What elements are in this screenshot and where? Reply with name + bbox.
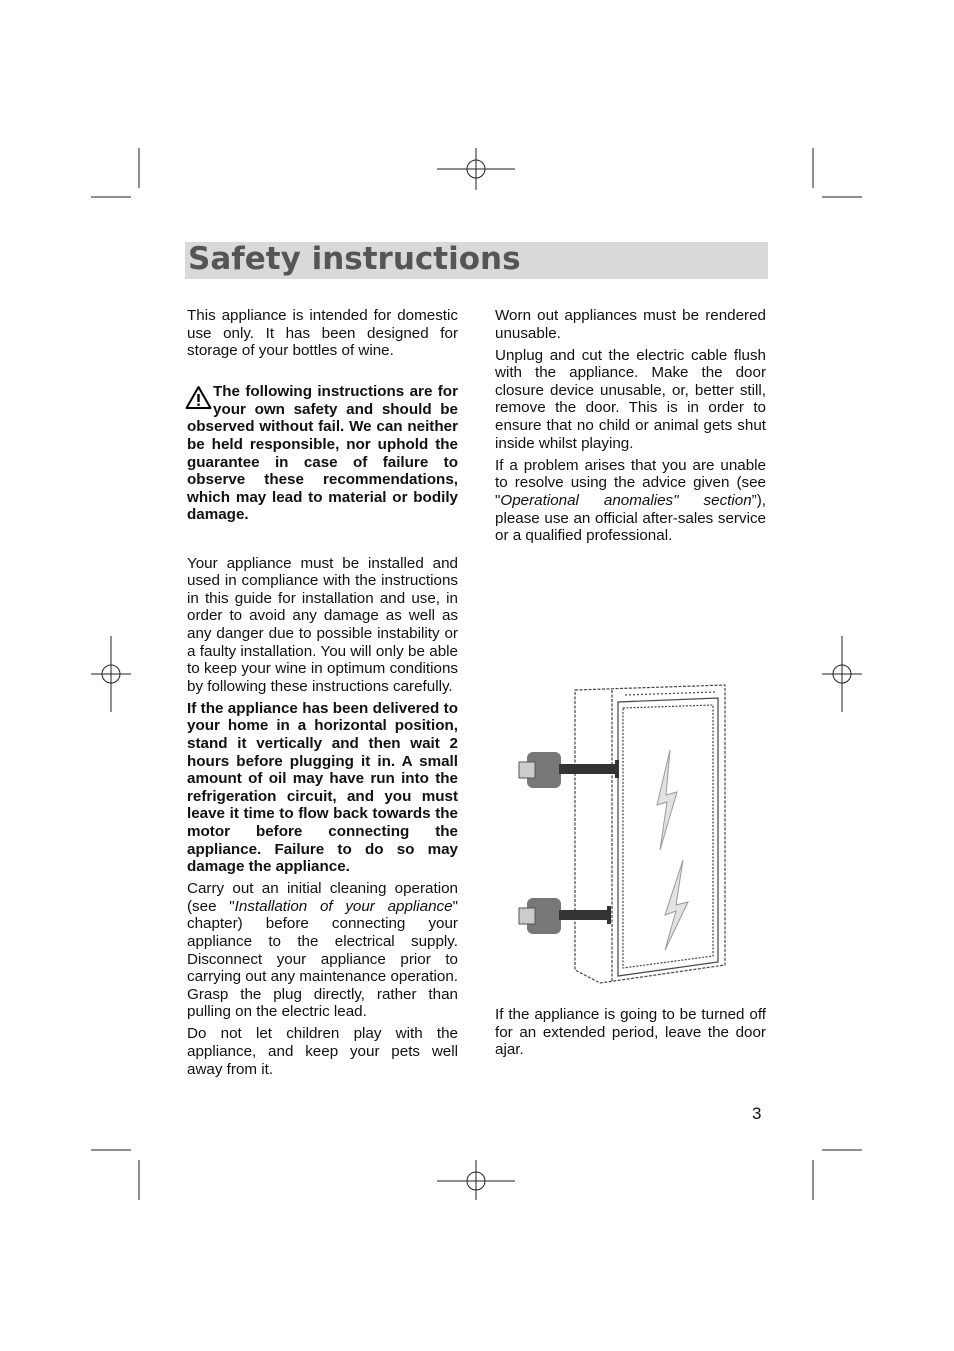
cleaning-text-start: Carry out an initial cleaning operation (see " — [187, 880, 458, 915]
lower-hinge — [519, 898, 611, 934]
problem-text-start: If a problem arises that you are unable to resolve using the advice given (see " — [495, 456, 766, 509]
cleaning-paragraph — [187, 880, 458, 1021]
problem-paragraph — [495, 457, 766, 545]
title-bar — [185, 242, 768, 279]
horizontal-paragraph: If the appliance has been delivered to your home in a horizontal position, stand it vertically and then wait 2 hours before plugging it in. A small amount of oil may have run into the refrigeration circuit, and you must leave it time to flow back towards the motor before connecting the appliance. Failure to do so may damage the appliance. — [187, 699, 458, 876]
cleaning-reference: Installation of your appliance — [234, 897, 453, 915]
worn-paragraph: Worn out appliances must be rendered unusable. — [495, 307, 766, 342]
page-number: 3 — [752, 1104, 762, 1123]
problem-text-end: ”), please use an official after-sales service or a qualified professional. — [495, 491, 766, 545]
door-ajar-paragraph: If the appliance is going to be turned off for an extended period, leave the door ajar. — [495, 1006, 766, 1059]
children-paragraph: Do not let children play with the appliance, and keep your pets well away from it. — [187, 1025, 458, 1078]
warning-triangle-icon — [185, 385, 212, 410]
page-title: Safety instructions — [188, 241, 521, 277]
warning-text: The following instructions are for your own safety and should be observed without fail. We can neither be held responsible, nor uphold the guarantee in case of failure to observe these recommendations, which may lead to material or bodily damage. — [187, 383, 458, 524]
door-removal-illustration — [515, 680, 775, 990]
right-column — [495, 307, 766, 549]
problem-reference: Operational anomalies" section — [500, 491, 752, 509]
warning-paragraph — [187, 383, 458, 524]
install-paragraph: Your appliance must be installed and used in compliance with the instructions in this guide for installation and use, in order to avoid any damage as well as any danger due to possible instability or a faulty installation. You will only be able to keep your wine in optimum conditions by following these instructions carefully. — [187, 554, 458, 695]
upper-hinge — [519, 752, 619, 788]
cleaning-text-end: " chapter) before connecting your appliance to the electrical supply. Disconnect your appliance prior to carrying out any maintenance operation. Grasp the plug directly, rather than pulling on the electric lead. — [187, 897, 459, 1021]
unplug-paragraph: Unplug and cut the electric cable flush with the appliance. Make the door closure device unusable, or, better still, remove the door. This is in order to ensure that no child or animal gets shut inside whilst playing. — [495, 346, 766, 452]
left-column — [187, 307, 458, 1083]
intro-paragraph: This appliance is intended for domestic use only. It has been designed for storage of your bottles of wine. — [187, 307, 458, 360]
